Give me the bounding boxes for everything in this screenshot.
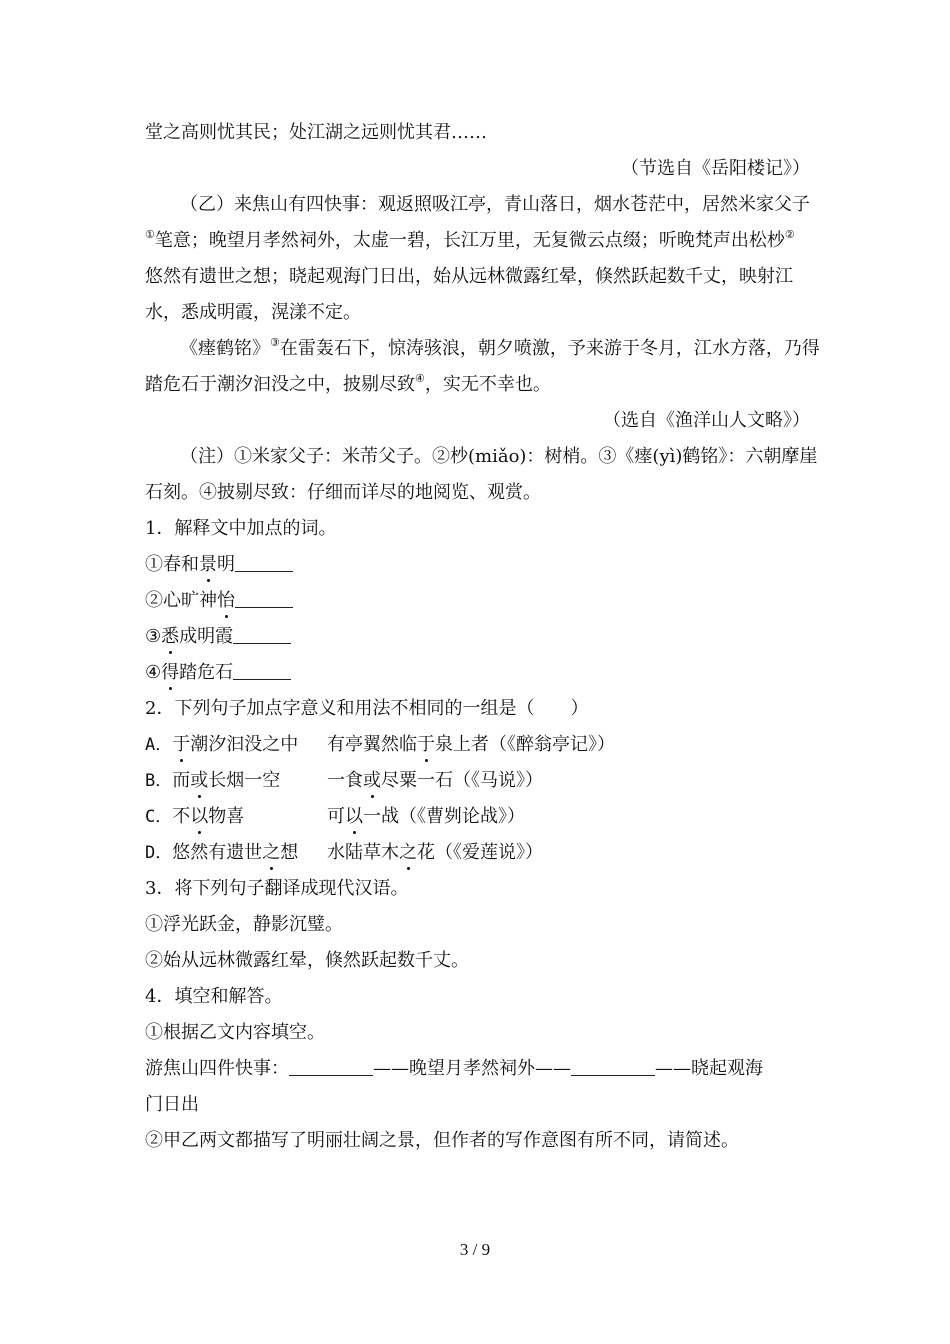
source-yi: （选自《渔洋山人文略》） — [603, 410, 810, 431]
option-label: A． — [145, 735, 173, 755]
footnote-marker: ② — [784, 228, 795, 241]
footnote-marker: ④ — [415, 372, 425, 385]
dotted-char: 或 — [363, 770, 381, 791]
option-label: C． — [145, 807, 173, 827]
passage-yi-line2 — [145, 229, 810, 253]
option-label: D． — [145, 843, 173, 863]
footnote-marker: ① — [145, 228, 155, 241]
notes-line2: 石刻。④披剔尽致：仔细而详尽的地阅览、观赏。 — [145, 482, 541, 503]
option-compare: 有亭翼然临于泉上者（《醉翁亭记》） — [327, 734, 615, 755]
page-number: 3 / 9 — [459, 1240, 491, 1259]
dotted-char: 以 — [190, 806, 209, 827]
question-4-fill-continued: 门日出 — [145, 1094, 199, 1115]
dotted-char: 以 — [345, 806, 363, 827]
dotted-char: 于 — [417, 734, 435, 755]
question-2-option-b[interactable]: B．而或长烟一空 一食或尽粟一石（《马说》） — [145, 770, 543, 791]
question-4-fill-line: 游焦山四件快事： ——晚望月孝然祠外—— ——晓起观海 — [145, 1058, 763, 1079]
inscription-title: 《瘗鹤铭》 — [180, 338, 270, 359]
dotted-char: 怡 — [217, 590, 235, 611]
question-2-stem: 2．下列句子加点字意义和用法不相同的一组是（ ） — [145, 698, 589, 719]
question-1-item: ①春和景明 — [145, 553, 810, 577]
passage-yi-line6-tail: ，实无不幸也。 — [424, 374, 551, 395]
answer-blank[interactable] — [235, 589, 293, 608]
dotted-char: 之 — [262, 842, 281, 863]
question-1-item: ④得踏危石 — [145, 661, 810, 685]
option-compare: 一食或尽粟一石（《马说》） — [327, 770, 543, 791]
passage-jia-tail: 堂之高则忧其民；处江湖之远则忧其君…… — [145, 122, 487, 143]
answer-blank[interactable] — [233, 661, 291, 680]
passage-yi-line6-text: 踏危石于潮汐汩没之中，披剔尽致 — [145, 374, 415, 395]
footnote-marker: ③ — [270, 336, 280, 349]
option-compare: 可以一战（《曹刿论战》） — [327, 806, 525, 827]
question-4-part-2: ②甲乙两文都描写了明丽壮阔之景，但作者的写作意图有所不同，请简述。 — [145, 1130, 739, 1151]
question-3-sentence-1: ①浮光跃金，静影沉璧。 — [145, 914, 343, 935]
question-3-stem: 3．将下列句子翻译成现代汉语。 — [145, 878, 409, 899]
question-2-option-c[interactable]: C．不以物喜 可以一战（《曹刿论战》） — [145, 806, 525, 827]
dotted-char: 或 — [190, 770, 209, 791]
passage-yi-line1: （乙）来焦山有四快事：观返照吸江亭，青山落日，烟水苍茫中，居然米家父子 — [180, 194, 810, 215]
passage-yi-line4: 水，悉成明霞，滉漾不定。 — [145, 302, 361, 323]
fill-blank-2[interactable] — [571, 1057, 655, 1076]
question-4-part-1: ①根据乙文内容填空。 — [145, 1022, 325, 1043]
passage-yi-line2-text: 笔意；晚望月孝然祠外，太虚一碧，长江万里，无复微云点缀；听晚梵声出松杪 — [154, 230, 785, 251]
question-2-option-d[interactable]: D．悠然有遗世之想 水陆草木之花（《爱莲说》） — [145, 842, 543, 863]
dotted-char: 之 — [399, 842, 417, 863]
source-jia: （节选自《岳阳楼记》） — [621, 158, 810, 179]
question-3-sentence-2: ②始从远林微露红晕，倏然跃起数千丈。 — [145, 950, 469, 971]
notes-line1: （注）①米家父子：米芾父子。②杪(miǎo)：树梢。③《瘗(yì)鹤铭》：六朝摩崖 — [180, 446, 818, 467]
answer-blank[interactable] — [235, 553, 293, 572]
question-1-item: ③悉成明霞 — [145, 625, 810, 649]
question-2-option-a[interactable]: A．于潮汐汩没之中 有亭翼然临于泉上者（《醉翁亭记》） — [145, 734, 615, 755]
dotted-char: 得 — [161, 662, 180, 683]
question-1-item: ②心旷神怡 — [145, 589, 810, 613]
passage-yi-line3: 悠然有遗世之想；晓起观海门日出，始从远林微露红晕，倏然跃起数千丈，映射江 — [145, 266, 793, 287]
question-4-stem: 4．填空和解答。 — [145, 986, 283, 1007]
dotted-char: 悉 — [161, 626, 180, 647]
question-1-stem: 1．解释文中加点的词。 — [145, 518, 337, 539]
fill-blank-1[interactable] — [289, 1057, 373, 1076]
passage-yi-line6 — [145, 373, 810, 397]
answer-blank[interactable] — [233, 625, 291, 644]
option-label: B． — [145, 771, 173, 791]
passage-yi-line5-text: 在雷轰石下，惊涛骇浪，朝夕喷激，予来游于冬月，江水方落，乃得 — [279, 338, 820, 359]
option-compare: 水陆草木之花（《爱莲说》） — [327, 842, 543, 863]
passage-yi-line5 — [180, 336, 820, 361]
dotted-char: 于 — [172, 734, 191, 755]
dotted-char: 景 — [199, 554, 217, 575]
